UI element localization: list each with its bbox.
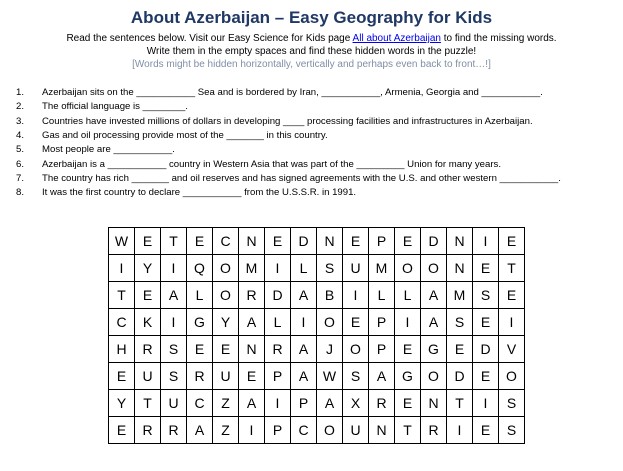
grid-cell[interactable]: G <box>187 309 213 336</box>
question-number: 3. <box>16 115 25 127</box>
grid-cell[interactable]: I <box>473 390 499 417</box>
grid-cell[interactable]: C <box>109 309 135 336</box>
grid-cell[interactable]: S <box>161 363 187 390</box>
grid-cell[interactable]: R <box>265 336 291 363</box>
grid-cell[interactable]: R <box>239 282 265 309</box>
grid-cell[interactable]: S <box>447 309 473 336</box>
grid-cell[interactable]: U <box>213 363 239 390</box>
grid-cell[interactable]: R <box>135 336 161 363</box>
grid-cell[interactable]: E <box>343 309 369 336</box>
grid-cell[interactable]: E <box>395 390 421 417</box>
grid-cell[interactable]: E <box>473 417 499 444</box>
grid-cell[interactable]: R <box>421 417 447 444</box>
grid-cell[interactable]: P <box>369 309 395 336</box>
grid-cell[interactable]: E <box>109 417 135 444</box>
grid-cell[interactable]: X <box>343 390 369 417</box>
grid-cell[interactable]: A <box>291 282 317 309</box>
grid-cell[interactable]: S <box>161 336 187 363</box>
grid-row <box>109 390 525 417</box>
grid-cell[interactable]: E <box>473 255 499 282</box>
grid-cell[interactable]: O <box>213 282 239 309</box>
grid-cell[interactable]: C <box>187 390 213 417</box>
grid-cell[interactable]: I <box>473 228 499 255</box>
grid-cell[interactable]: E <box>473 363 499 390</box>
grid-cell[interactable]: Y <box>109 390 135 417</box>
grid-row <box>109 363 525 390</box>
grid-cell[interactable]: Y <box>213 309 239 336</box>
grid-cell[interactable]: I <box>239 417 265 444</box>
grid-cell[interactable]: R <box>369 390 395 417</box>
grid-cell[interactable]: L <box>395 282 421 309</box>
grid-cell[interactable]: L <box>369 282 395 309</box>
grid-cell[interactable]: P <box>369 228 395 255</box>
grid-cell[interactable]: A <box>369 363 395 390</box>
grid-cell[interactable]: S <box>343 363 369 390</box>
grid-cell[interactable]: E <box>239 363 265 390</box>
grid-cell[interactable]: O <box>343 336 369 363</box>
grid-cell[interactable]: T <box>161 228 187 255</box>
grid-row <box>109 336 525 363</box>
grid-cell[interactable]: G <box>421 336 447 363</box>
grid-row <box>109 255 525 282</box>
grid-cell[interactable]: A <box>421 282 447 309</box>
grid-cell[interactable]: T <box>395 417 421 444</box>
question-text: Most people are ___________. <box>42 144 175 156</box>
grid-cell[interactable]: D <box>265 282 291 309</box>
grid-cell[interactable]: W <box>317 363 343 390</box>
grid-row <box>109 309 525 336</box>
grid-cell[interactable]: U <box>343 255 369 282</box>
grid-cell[interactable]: D <box>473 336 499 363</box>
grid-cell[interactable]: E <box>265 228 291 255</box>
grid-cell[interactable]: E <box>135 228 161 255</box>
grid-cell[interactable]: I <box>109 255 135 282</box>
question-text: The country has rich _______ and oil reserves and has signed agreements with the U.S. and other western ___________. <box>42 172 561 184</box>
grid-row <box>109 417 525 444</box>
grid-cell[interactable]: L <box>291 255 317 282</box>
grid-cell[interactable]: E <box>395 228 421 255</box>
grid-cell[interactable]: O <box>317 417 343 444</box>
grid-cell[interactable]: I <box>265 255 291 282</box>
question-number: 6. <box>16 158 25 170</box>
question-text: The official language is ________. <box>42 101 188 113</box>
all-about-azerbaijan-link[interactable]: All about Azerbaijan <box>352 33 441 44</box>
grid-cell[interactable]: H <box>109 336 135 363</box>
grid-cell[interactable]: A <box>161 282 187 309</box>
grid-cell[interactable]: P <box>265 417 291 444</box>
grid-cell[interactable]: T <box>499 255 525 282</box>
grid-cell[interactable]: E <box>473 309 499 336</box>
grid-cell[interactable]: N <box>239 228 265 255</box>
grid-cell[interactable]: E <box>499 228 525 255</box>
grid-cell[interactable]: O <box>395 255 421 282</box>
grid-cell[interactable]: M <box>447 282 473 309</box>
question-text: Azerbaijan is a ___________ country in Western Asia that was part of the _________ Union for many years. <box>42 158 502 170</box>
grid-cell[interactable]: A <box>421 309 447 336</box>
grid-cell[interactable]: I <box>265 390 291 417</box>
grid-cell[interactable]: O <box>421 363 447 390</box>
grid-cell[interactable]: E <box>395 336 421 363</box>
grid-cell[interactable]: P <box>369 336 395 363</box>
grid-cell[interactable]: A <box>239 309 265 336</box>
instructions-line-2: Write them in the empty spaces and find these hidden words in the puzzle! <box>146 46 477 57</box>
grid-cell[interactable]: Z <box>213 417 239 444</box>
grid-cell[interactable]: L <box>265 309 291 336</box>
grid-cell[interactable]: A <box>291 336 317 363</box>
grid-cell[interactable]: D <box>421 228 447 255</box>
grid-cell[interactable]: N <box>369 417 395 444</box>
grid-row <box>109 282 525 309</box>
question-text: Countries have invested millions of dollars in developing ____ processing facilities and infrastructures in Azerbaijan. <box>42 115 533 127</box>
instructions-note: [Words might be hidden horizontally, vertically and perhaps even back to front…!] <box>132 59 491 70</box>
grid-row <box>109 228 525 255</box>
grid-cell[interactable]: O <box>421 255 447 282</box>
grid-cell[interactable]: U <box>135 363 161 390</box>
grid-cell[interactable]: W <box>109 228 135 255</box>
grid-cell[interactable]: I <box>161 309 187 336</box>
grid-cell[interactable]: R <box>135 417 161 444</box>
grid-cell[interactable]: J <box>317 336 343 363</box>
grid-cell[interactable]: K <box>135 309 161 336</box>
grid-cell[interactable]: C <box>213 228 239 255</box>
grid-cell[interactable]: D <box>447 363 473 390</box>
grid-cell[interactable]: S <box>499 417 525 444</box>
grid-cell[interactable]: B <box>317 282 343 309</box>
grid-cell[interactable]: G <box>395 363 421 390</box>
grid-cell[interactable]: E <box>343 228 369 255</box>
grid-cell[interactable]: Z <box>213 390 239 417</box>
grid-cell[interactable]: E <box>135 282 161 309</box>
grid-cell[interactable]: E <box>187 336 213 363</box>
question-number: 1. <box>16 87 25 98</box>
grid-cell[interactable]: M <box>239 255 265 282</box>
grid-cell[interactable]: N <box>421 390 447 417</box>
grid-cell[interactable]: O <box>317 309 343 336</box>
grid-cell[interactable]: S <box>473 282 499 309</box>
grid-cell[interactable]: R <box>187 363 213 390</box>
question-number: 8. <box>16 187 25 199</box>
grid-cell[interactable]: U <box>161 390 187 417</box>
question-text: It was the first country to declare ___________ from the U.S.S.R. in 1991. <box>42 187 357 199</box>
grid-cell[interactable]: N <box>447 228 473 255</box>
word-search-grid <box>108 227 525 444</box>
grid-cell[interactable]: O <box>499 363 525 390</box>
grid-cell[interactable]: I <box>395 309 421 336</box>
grid-cell[interactable]: L <box>187 282 213 309</box>
grid-cell[interactable]: A <box>239 390 265 417</box>
question-text: Gas and oil processing provide most of the _______ in this country. <box>42 129 328 141</box>
question-number: 2. <box>16 101 25 113</box>
grid-cell[interactable]: V <box>499 336 525 363</box>
grid-cell[interactable]: I <box>291 309 317 336</box>
grid-cell[interactable]: N <box>239 336 265 363</box>
grid-cell[interactable]: P <box>291 390 317 417</box>
grid-cell[interactable]: R <box>161 417 187 444</box>
instructions-text-end: to find the missing words. <box>443 33 557 44</box>
grid-cell[interactable]: N <box>447 255 473 282</box>
grid-cell[interactable]: D <box>291 228 317 255</box>
grid-cell[interactable]: E <box>109 363 135 390</box>
grid-cell[interactable]: E <box>187 228 213 255</box>
grid-cell[interactable]: A <box>317 390 343 417</box>
grid-cell[interactable]: T <box>135 390 161 417</box>
grid-cell[interactable]: N <box>317 228 343 255</box>
instructions-text: Read the sentences below. Visit our Easy Science for Kids page <box>66 33 351 44</box>
grid-cell[interactable]: A <box>187 417 213 444</box>
grid-cell[interactable]: T <box>109 282 135 309</box>
grid-cell[interactable]: T <box>447 390 473 417</box>
grid-cell[interactable]: E <box>447 336 473 363</box>
grid-cell[interactable]: I <box>343 282 369 309</box>
grid-cell[interactable]: U <box>343 417 369 444</box>
grid-cell[interactable]: I <box>447 417 473 444</box>
grid-cell[interactable]: A <box>291 363 317 390</box>
question-number: 5. <box>16 144 25 156</box>
grid-cell[interactable]: M <box>369 255 395 282</box>
grid-cell[interactable]: I <box>161 255 187 282</box>
page-title: About Azerbaijan – Easy Geography for Kids <box>130 8 493 27</box>
grid-cell[interactable]: E <box>213 336 239 363</box>
grid-cell[interactable]: Q <box>187 255 213 282</box>
question-number: 7. <box>16 172 25 184</box>
grid-cell[interactable]: S <box>317 255 343 282</box>
grid-cell[interactable]: P <box>265 363 291 390</box>
grid-cell[interactable]: O <box>213 255 239 282</box>
grid-cell[interactable]: I <box>499 309 525 336</box>
grid-cell[interactable]: Y <box>135 255 161 282</box>
question-number: 4. <box>16 129 25 141</box>
grid-cell[interactable]: C <box>291 417 317 444</box>
grid-cell[interactable]: S <box>499 390 525 417</box>
grid-cell[interactable]: E <box>499 282 525 309</box>
question-text: Azerbaijan sits on the ___________ Sea and is bordered by Iran, ___________, Armenia, Georgia and ___________. <box>42 87 543 98</box>
instructions-line-1 <box>0 32 623 45</box>
